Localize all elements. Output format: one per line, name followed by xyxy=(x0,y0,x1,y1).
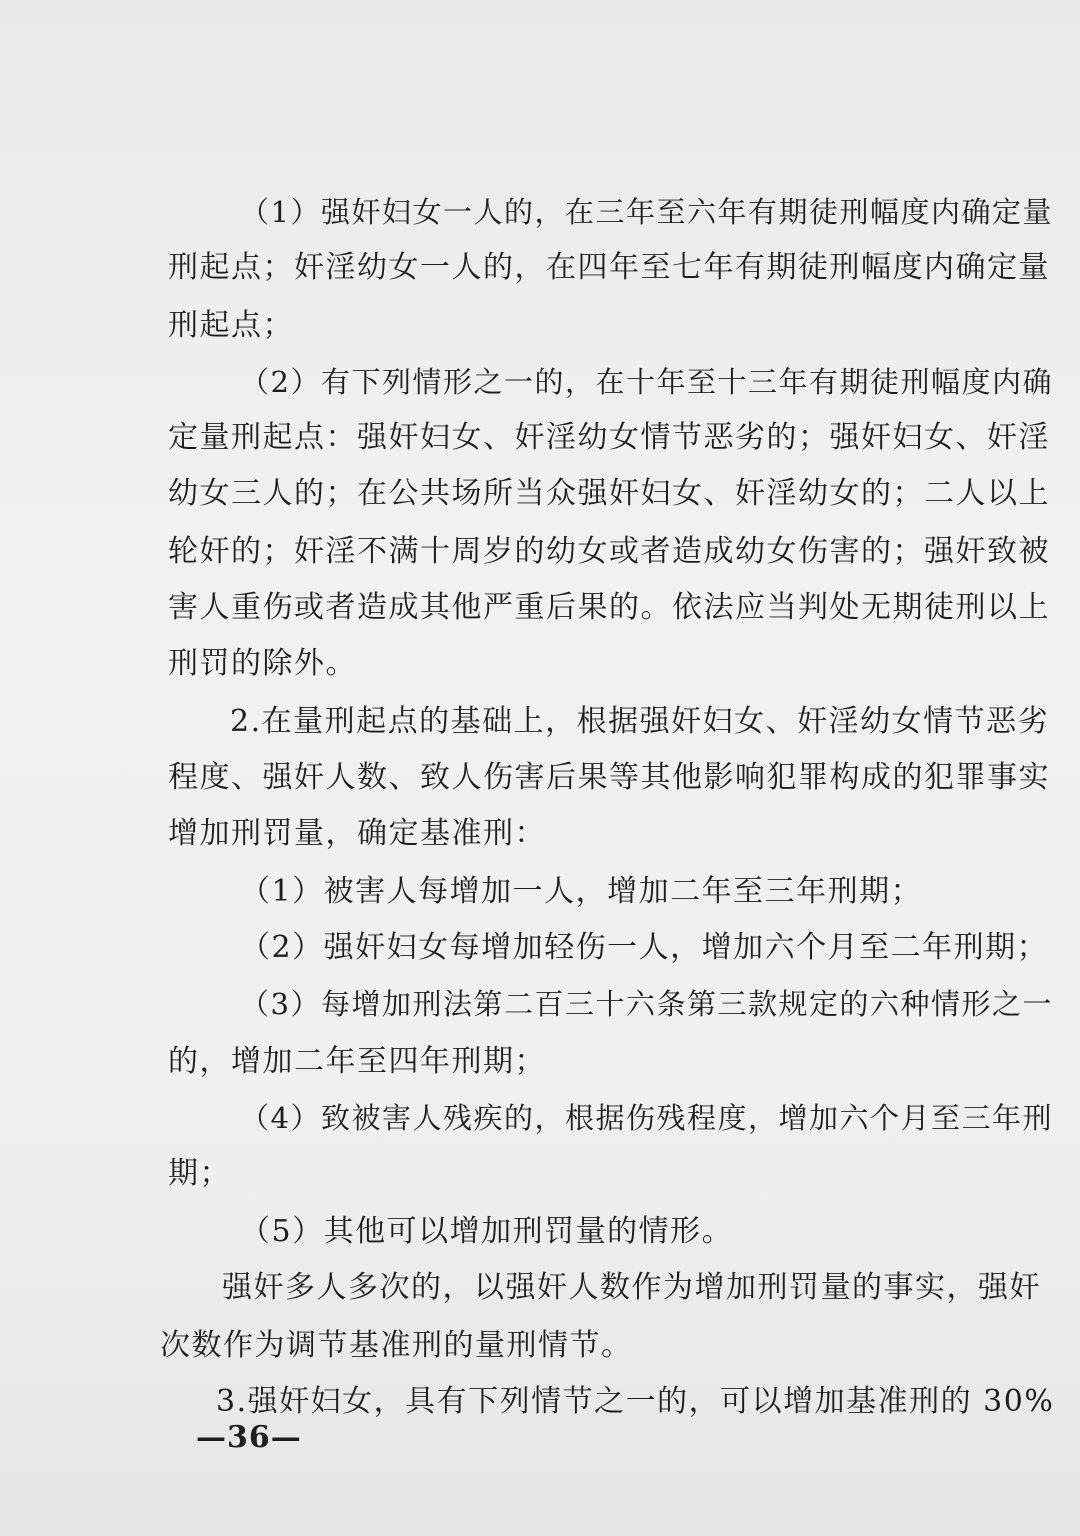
text-line: （4）致被害人残疾的，根据伤残程度，增加六个月至三年刑 xyxy=(240,1101,1053,1135)
text-line: 期； xyxy=(168,1156,231,1191)
text-line: 害人重伤或者造成其他严重后果的。依法应当判处无期徒刑以上 xyxy=(168,590,1050,625)
text-line: 增加刑罚量，确定基准刑： xyxy=(168,816,546,851)
text-line: （1）强奸妇女一人的，在三年至六年有期徒刑幅度内确定量 xyxy=(240,195,1053,229)
text-line: 刑起点； xyxy=(168,308,294,343)
text-line: 强奸多人多次的，以强奸人数作为增加刑罚量的事实，强奸 xyxy=(222,1270,1041,1305)
text-line: （2）有下列情形之一的，在十年至十三年有期徒刑幅度内确 xyxy=(240,365,1053,399)
text-line: （3）每增加刑法第二百三十六条第三款规定的六种情形之一 xyxy=(240,987,1053,1021)
text-line: 2.在量刑起点的基础上，根据强奸妇女、奸淫幼女情节恶劣 xyxy=(230,704,1050,739)
text-line: 轮奸的；奸淫不满十周岁的幼女或者造成幼女伤害的；强奸致被 xyxy=(168,534,1050,569)
text-line: （1）被害人每增加一人，增加二年至三年刑期； xyxy=(240,874,923,909)
text-line: 程度、强奸人数、致人伤害后果等其他影响犯罪构成的犯罪事实 xyxy=(168,760,1050,795)
text-line: 次数作为调节基准刑的量刑情节。 xyxy=(160,1328,633,1363)
text-line: 幼女三人的；在公共场所当众强奸妇女、奸淫幼女的；二人以上 xyxy=(168,476,1050,511)
text-line: 3.强奸妇女，具有下列情节之一的，可以增加基准刑的 30% xyxy=(216,1384,1055,1419)
text-line: 定量刑起点：强奸妇女、奸淫幼女情节恶劣的；强奸妇女、奸淫 xyxy=(168,420,1050,455)
text-line: （2）强奸妇女每增加轻伤一人，增加六个月至二年刑期； xyxy=(240,930,1049,965)
text-line: （5）其他可以增加刑罚量的情形。 xyxy=(240,1214,734,1249)
text-line: 刑起点；奸淫幼女一人的，在四年至七年有期徒刑幅度内确定量 xyxy=(168,250,1050,285)
page-number: —36— xyxy=(196,1420,302,1455)
text-line: 刑罚的除外。 xyxy=(168,646,357,681)
text-line: 的，增加二年至四年刑期； xyxy=(168,1044,546,1079)
